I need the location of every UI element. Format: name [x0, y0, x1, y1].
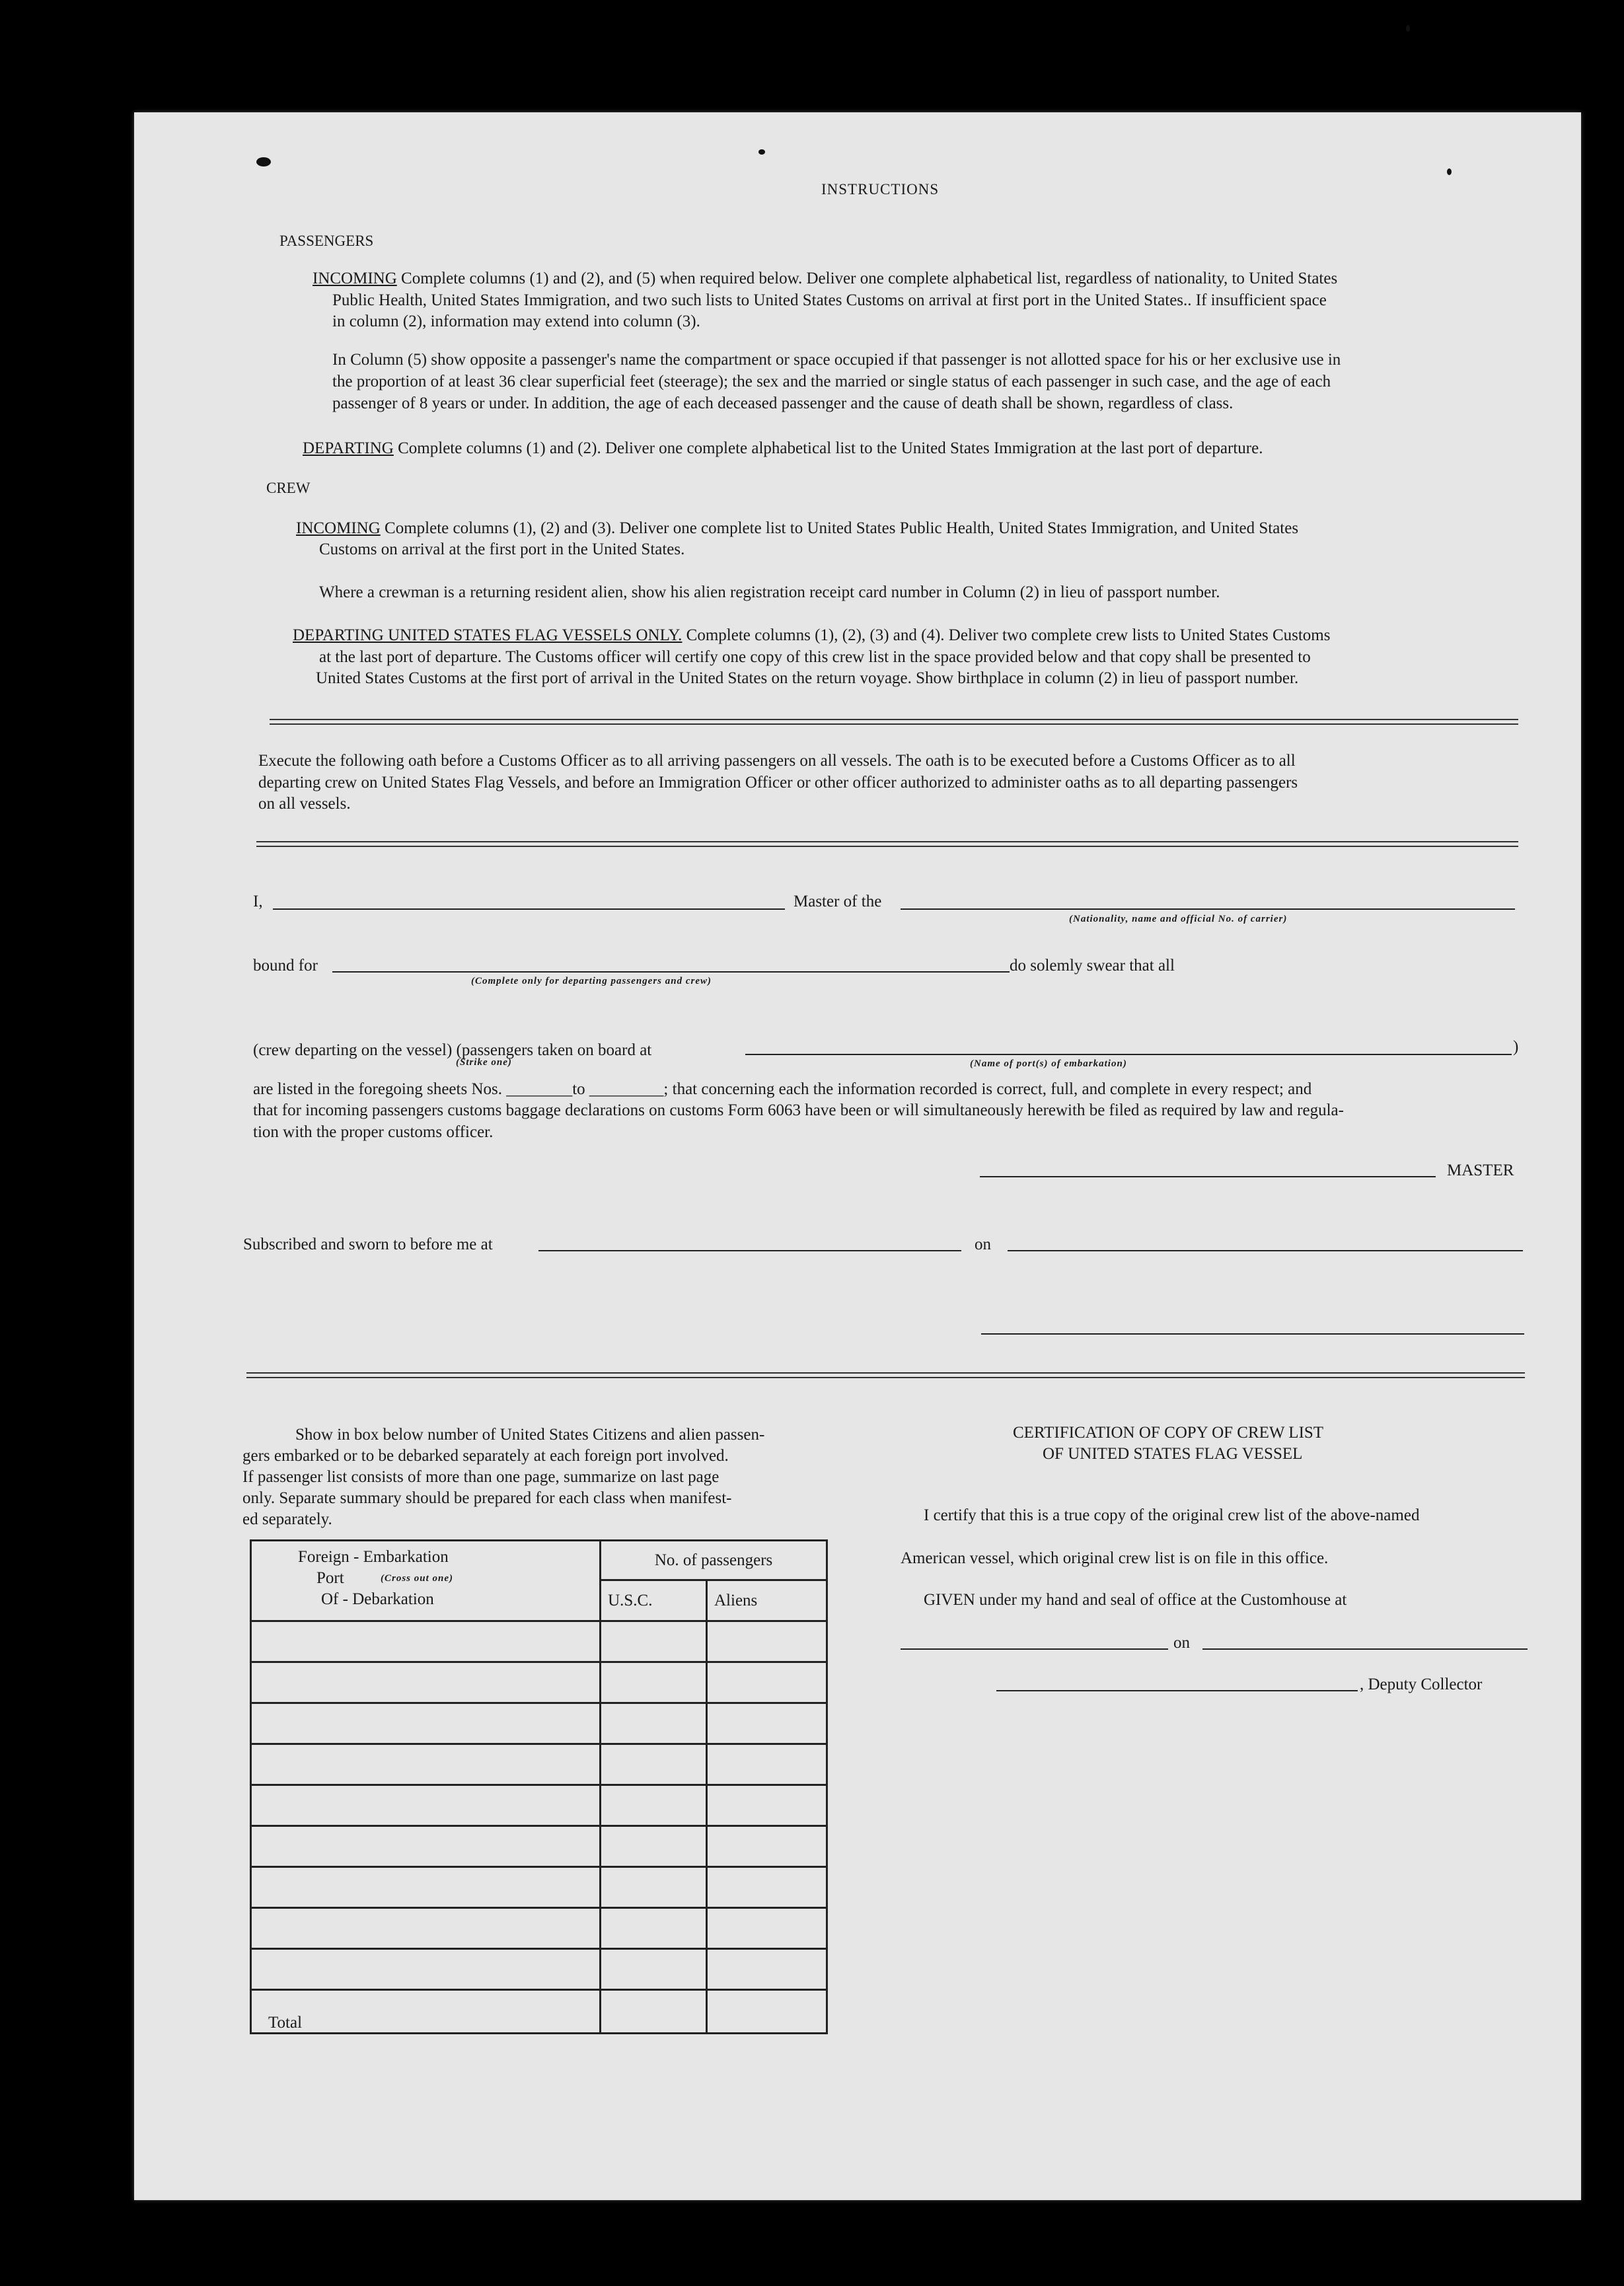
crew-departing-label: DEPARTING UNITED STATES FLAG VESSELS ONLY.	[293, 626, 683, 644]
usc-cell[interactable]	[601, 1826, 707, 1867]
certification-on-label: on	[1173, 1634, 1190, 1652]
oath-i-label: I,	[253, 893, 263, 910]
scan-speck	[256, 157, 271, 166]
table-row	[251, 1949, 827, 1990]
passengers-incoming-line1: Complete columns (1) and (2), and (5) when required below. Deliver one complete alphabetical list, regardless of nationality, to United States	[401, 270, 1338, 287]
page-title: INSTRUCTIONS	[821, 181, 940, 198]
officer-signature-field[interactable]	[981, 1333, 1524, 1335]
crew-departing-oath: (crew departing on the vessel) (passengers taken on board at	[253, 1041, 652, 1059]
nationality-caption: (Nationality, name and official No. of carrier)	[1069, 914, 1288, 924]
bound-caption: (Complete only for departing passengers and crew)	[471, 976, 712, 986]
section-divider	[246, 1372, 1525, 1378]
close-paren: )	[1513, 1038, 1519, 1056]
passengers-departing-label: DEPARTING	[303, 439, 394, 457]
passenger-tally-table	[250, 1539, 828, 2034]
scan-speck	[758, 149, 765, 155]
port-header-line1: Foreign - Embarkation	[298, 1548, 449, 1566]
usc-cell[interactable]	[601, 1949, 707, 1990]
crew-departing-para	[293, 624, 1330, 646]
col5-line1: In Column (5) show opposite a passenger's name the compartment or space occupied if that passenger is not allotted space for his or her exclusive use in	[332, 351, 1341, 369]
section-divider	[270, 719, 1518, 725]
table-row	[251, 1785, 827, 1826]
table-row	[251, 1826, 827, 1867]
usc-cell[interactable]	[601, 1908, 707, 1949]
aliens-cell[interactable]	[707, 1744, 827, 1785]
aliens-cell[interactable]	[707, 1703, 827, 1744]
certify-line1: I certify that this is a true copy of the original crew list of the above-named	[924, 1506, 1420, 1524]
port-cell[interactable]	[251, 1826, 601, 1867]
crew-departing-line2: at the last port of departure. The Customs officer will certify one copy of this crew list in the space provided below and that copy shall be presented to	[319, 648, 1311, 666]
crew-heading: CREW	[266, 480, 311, 496]
form-page	[134, 112, 1581, 2200]
port-cell[interactable]	[251, 1621, 601, 1662]
port-cell[interactable]	[251, 1703, 601, 1744]
passengers-departing-para	[303, 437, 1263, 459]
sworn-place-field[interactable]	[538, 1250, 961, 1251]
port-cell[interactable]	[251, 1744, 601, 1785]
passengers-incoming-line3: in column (2), information may extend into column (3).	[332, 313, 700, 330]
crew-incoming-label: INCOMING	[296, 519, 381, 537]
certify-line2: American vessel, which original crew list is on file in this office.	[901, 1549, 1329, 1567]
table-row	[251, 1867, 827, 1908]
bound-for-label: bound for	[253, 957, 318, 975]
usc-cell[interactable]	[601, 1662, 707, 1703]
port-cell[interactable]	[251, 1785, 601, 1826]
given-line: GIVEN under my hand and seal of office at the Customhouse at	[924, 1591, 1347, 1609]
scan-speck	[1447, 168, 1452, 175]
deputy-collector-label: , Deputy Collector	[1360, 1676, 1483, 1693]
port-header	[251, 1541, 601, 1621]
master-name-field[interactable]	[273, 908, 785, 910]
passengers-departing-text: Complete columns (1) and (2). Deliver one complete alphabetical list to the United States Immigration at the last port of departure.	[398, 439, 1263, 457]
col5-line3: passenger of 8 years or under. In addition, the age of each deceased passenger and the cause of death shall be shown, regardless of class.	[332, 394, 1234, 412]
certification-title-line2: OF UNITED STATES FLAG VESSEL	[1043, 1445, 1303, 1463]
passengers-incoming-line2: Public Health, United States Immigration, and two such lists to United States Customs on arrival at first port in the United States.. If insufficient space	[332, 291, 1327, 309]
cross-out-caption: (Cross out one)	[381, 1573, 454, 1584]
table-row	[251, 1703, 827, 1744]
table-row	[251, 1908, 827, 1949]
port-cell[interactable]	[251, 1662, 601, 1703]
usc-cell[interactable]	[601, 1621, 707, 1662]
master-label: MASTER	[1447, 1161, 1514, 1179]
summary-line1: Show in box below number of United States Citizens and alien passen-	[295, 1426, 765, 1444]
usc-cell[interactable]	[601, 1744, 707, 1785]
port-caption: (Name of port(s) of embarkation)	[970, 1058, 1127, 1069]
summary-line4: only. Separate summary should be prepared for each class when manifest-	[242, 1489, 732, 1507]
aliens-cell[interactable]	[707, 1908, 827, 1949]
aliens-cell[interactable]	[707, 1785, 827, 1826]
listed-line3: tion with the proper customs officer.	[253, 1123, 494, 1141]
certification-date-field[interactable]	[1202, 1648, 1528, 1650]
passengers-heading: PASSENGERS	[279, 233, 374, 249]
oath-intro-line3: on all vessels.	[258, 795, 351, 813]
col5-line2: the proportion of at least 36 clear superficial feet (steerage); the sex and the married or single status of each passenger in such case, and the age of each	[332, 373, 1331, 390]
total-row	[251, 1990, 827, 2034]
aliens-total-cell[interactable]	[707, 1990, 827, 2034]
carrier-field[interactable]	[901, 908, 1515, 910]
usc-total-cell[interactable]	[601, 1990, 707, 2034]
usc-cell[interactable]	[601, 1785, 707, 1826]
passengers-incoming-label: INCOMING	[313, 270, 397, 287]
deputy-signature-field[interactable]	[996, 1690, 1358, 1691]
aliens-cell[interactable]	[707, 1621, 827, 1662]
total-label: Total	[251, 1990, 601, 2034]
table-row	[251, 1621, 827, 1662]
crew-incoming-line1: Complete columns (1), (2) and (3). Deliver one complete list to United States Public Health, United States Immigration, and United States	[385, 519, 1299, 537]
aliens-cell[interactable]	[707, 1826, 827, 1867]
oath-intro-line1: Execute the following oath before a Customs Officer as to all arriving passengers on all vessels. The oath is to be executed before a Customs Officer as to all	[258, 752, 1296, 770]
usc-header: U.S.C.	[601, 1580, 707, 1621]
embarkation-port-field[interactable]	[745, 1054, 1512, 1055]
port-header-line3: Of - Debarkation	[321, 1590, 434, 1608]
usc-cell[interactable]	[601, 1867, 707, 1908]
aliens-cell[interactable]	[707, 1662, 827, 1703]
master-of-label: Master of the	[794, 893, 882, 910]
table-row	[251, 1662, 827, 1703]
aliens-header: Aliens	[707, 1580, 827, 1621]
port-cell[interactable]	[251, 1908, 601, 1949]
summary-line2: gers embarked or to be debarked separately at each foreign port involved.	[242, 1447, 729, 1465]
usc-cell[interactable]	[601, 1703, 707, 1744]
listed-line1: are listed in the foregoing sheets Nos. ________to _________; that concerning each the information recorded is correct, full, and complete in every respect; and	[253, 1080, 1312, 1098]
master-signature-field[interactable]	[980, 1176, 1436, 1177]
port-cell[interactable]	[251, 1949, 601, 1990]
passenger-count-header: No. of passengers	[601, 1541, 827, 1580]
crew-incoming-line2: Customs on arrival at the first port in the United States.	[319, 540, 685, 558]
passengers-incoming-para	[313, 268, 1337, 289]
aliens-cell[interactable]	[707, 1949, 827, 1990]
listed-line2: that for incoming passengers customs baggage declarations on customs Form 6063 have been or will simultaneously herewith be filed as required by law and regula-	[253, 1101, 1344, 1119]
table-row	[251, 1744, 827, 1785]
port-cell[interactable]	[251, 1867, 601, 1908]
port-header-port: Port	[316, 1569, 344, 1587]
crew-resident-text: Where a crewman is a returning resident alien, show his alien registration receipt card number in Column (2) in lieu of passport number.	[319, 583, 1220, 601]
summary-line3: If passenger list consists of more than one page, summarize on last page	[242, 1468, 720, 1486]
crew-incoming-para	[296, 517, 1298, 539]
customhouse-field[interactable]	[901, 1648, 1168, 1650]
section-divider	[256, 841, 1518, 847]
bound-for-field[interactable]	[332, 971, 1010, 973]
certification-title-line1: CERTIFICATION OF COPY OF CREW LIST	[1013, 1424, 1324, 1442]
sworn-on-label: on	[975, 1235, 991, 1253]
subscribed-label: Subscribed and sworn to before me at	[243, 1235, 493, 1253]
aliens-cell[interactable]	[707, 1867, 827, 1908]
oath-intro-line2: departing crew on United States Flag Vessels, and before an Immigration Officer or other officer authorized to administer oaths as to all departing passengers	[258, 774, 1298, 792]
crew-departing-line3: United States Customs at the first port of arrival in the United States on the return voyage. Show birthplace in column (2) in lieu of passport number.	[316, 669, 1299, 687]
swear-label: do solemly swear that all	[1010, 957, 1175, 975]
strike-one-caption: (Strike one)	[456, 1057, 512, 1068]
summary-line5: ed separately.	[242, 1510, 332, 1528]
crew-departing-line1: Complete columns (1), (2), (3) and (4). Deliver two complete crew lists to United States Customs	[686, 626, 1331, 644]
sworn-date-field[interactable]	[1008, 1250, 1523, 1251]
scan-speck	[1406, 25, 1410, 32]
